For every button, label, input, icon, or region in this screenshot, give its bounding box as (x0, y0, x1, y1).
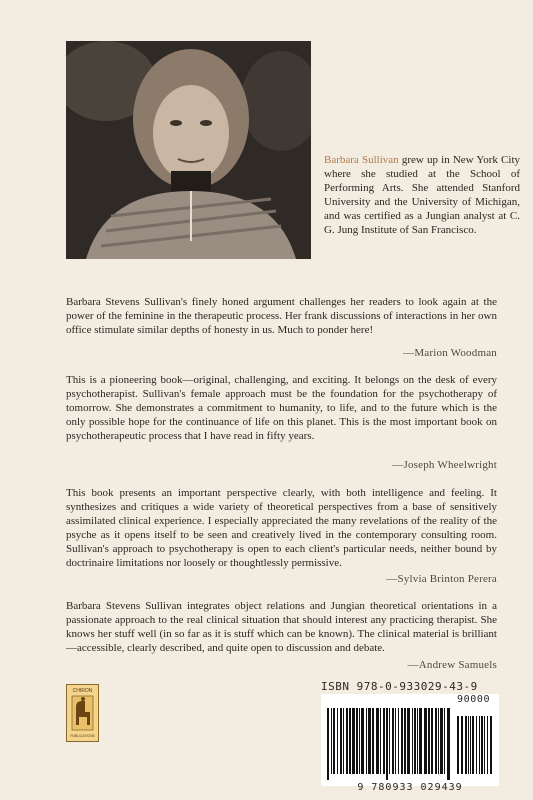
barcode-addon-bar (487, 716, 488, 774)
barcode-bar (343, 708, 344, 774)
isbn-barcode (321, 694, 499, 786)
barcode-bar (440, 708, 443, 774)
barcode-addon-bar (484, 716, 485, 774)
barcode-bar (359, 708, 360, 774)
barcode-bar (337, 708, 338, 774)
barcode-bar (438, 708, 439, 774)
barcode-bar (376, 708, 379, 774)
barcode-bar (372, 708, 374, 774)
barcode-bar (407, 708, 410, 774)
blurb-perera: This book presents an important perspective clearly, with both intelligence and feeling. It synthesizes and critiques a wide variety of theoretical perspectives from a base of sensitively assimilated clinical experience. I especially appreciated the many revelations of the reality of the psyche as it opens itself to be seen and creatively lived in the contemporary consulting room. Sullivan's approach to psychotherapy is open to each client's particular needs, neither bound by doctrinaire limitations nor loosely or thoughtlessly permissive. (66, 487, 497, 569)
isbn-label: ISBN 978-0-933029-43-9 (321, 680, 478, 693)
barcode-bar (398, 708, 399, 774)
author-name: Barbara Sullivan (324, 154, 399, 166)
barcode-bar (431, 708, 433, 774)
barcode-bar (356, 708, 358, 774)
publisher-logo-name: CHIRON (72, 688, 93, 694)
barcode-bar (352, 708, 355, 774)
barcode-addon-bar (465, 716, 467, 774)
barcode-bar (414, 708, 416, 774)
barcode-bar (383, 708, 385, 774)
barcode-bar (327, 708, 329, 780)
barcode-bar (361, 708, 364, 774)
author-photo (66, 41, 311, 259)
barcode-addon-number: 90000 (457, 694, 491, 705)
barcode-bar (444, 708, 445, 774)
barcode-bar (447, 708, 450, 780)
barcode-bar (419, 708, 422, 774)
barcode-addon-bar (481, 716, 483, 774)
barcode-addon-bar (468, 716, 469, 774)
attribution-wheelwright: —Joseph Wheelwright (392, 459, 497, 471)
chiron-centaur-logo-icon (67, 685, 98, 741)
barcode-addon-bar (457, 716, 459, 774)
barcode-bar (331, 708, 332, 774)
barcode-addon-bar (472, 716, 474, 774)
barcode-addon-bar (479, 716, 480, 774)
blurb-wheelwright: This is a pioneering book—original, challenging, and exciting. It belongs on the desk of every psychotherapist. Sullivan's female approach must be the foundation for the psychotherapy of tomorrow. She demonstrates a commitment to humanity, to life, and to the future which is the only possible hope for the continuance of life on this planet. This is the most important book on psychotherapeutic process that I have read in fifty years. (66, 374, 497, 442)
barcode-bar (412, 708, 413, 774)
barcode-bar (435, 708, 437, 774)
attribution-samuels: —Andrew Samuels (407, 659, 497, 671)
publisher-logo (66, 684, 99, 742)
barcode-bar (368, 708, 371, 774)
attribution-perera: —Sylvia Brinton Perera (386, 573, 497, 585)
publisher-logo-subtitle: PUBLICATIONS (70, 734, 95, 738)
barcode-bar (389, 708, 390, 774)
barcode-bar (417, 708, 418, 774)
barcode-bar (340, 708, 342, 774)
barcode-bar (395, 708, 396, 774)
barcode-bar (424, 708, 427, 774)
author-bio (324, 153, 520, 237)
barcode-bar (366, 708, 367, 774)
barcode-number: 9 780933 029439 (357, 782, 463, 793)
attribution-woodman: —Marion Woodman (403, 347, 497, 359)
barcode-addon-bar (476, 716, 477, 774)
barcode-bar (428, 708, 430, 774)
author-portrait-photo (66, 41, 311, 259)
barcode-addon-bar (490, 716, 492, 774)
barcode-addon-bar (470, 716, 471, 774)
barcode-bars (321, 694, 499, 782)
barcode-bar (404, 708, 406, 774)
barcode-bar (333, 708, 335, 774)
barcode-bar (349, 708, 351, 774)
barcode-bar (380, 708, 381, 774)
blurb-samuels: Barbara Stevens Sullivan integrates object relations and Jungian theoretical orientations in a passionate approach to the real clinical situation that should interest any practicing therapist. She knows her stuff well (in so far as it is stuff which can be known). The clinical material is brilliant—accessible, clearly described, and quite open to discussion and debate. (66, 600, 497, 654)
blurb-woodman: Barbara Stevens Sullivan's finely honed argument challenges her readers to look again at the power of the feminine in the therapeutic process. Her frank discussions of interactions in her own office stimulate similar depths of honesty in us. Much to ponder here! (66, 296, 497, 336)
barcode-addon-bar (461, 716, 463, 774)
author-bio-text: grew up in New York City where she studied at the School of Performing Arts. She attended Stanford University and the University of Michigan, and was certified as a Jungian analyst at C. G. Jung Institute of San Francisco. (324, 154, 520, 236)
barcode-bar (386, 708, 388, 780)
barcode-bar (392, 708, 394, 774)
barcode-bar (401, 708, 403, 774)
barcode-bar (346, 708, 348, 774)
